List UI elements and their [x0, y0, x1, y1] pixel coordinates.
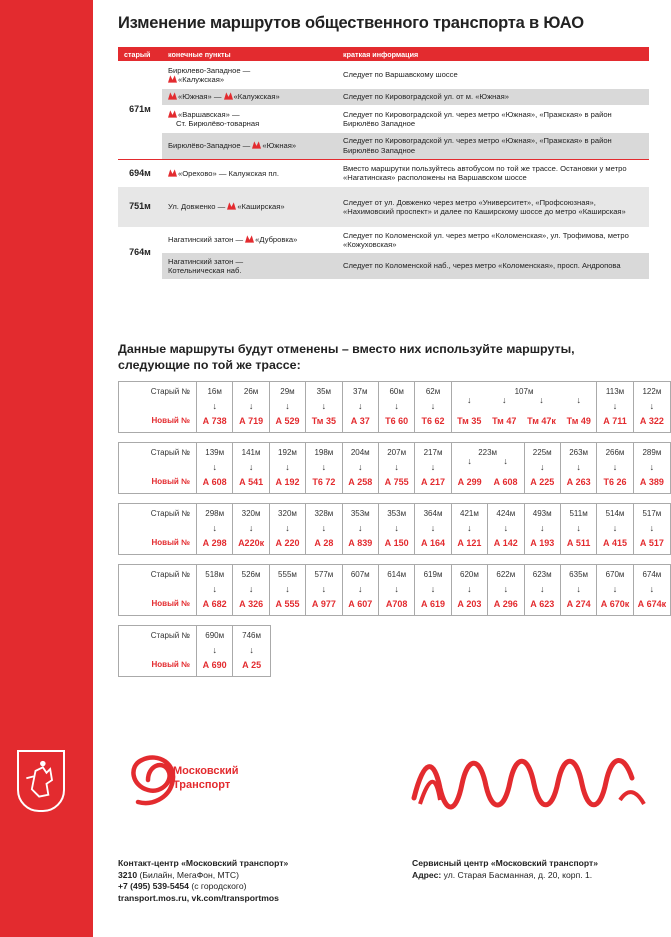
metro-icon	[224, 92, 233, 100]
arrow-down-icon: ↓	[212, 461, 217, 472]
route-cell	[597, 565, 633, 615]
terminal-text: Бирюлево-Западное —	[168, 65, 251, 75]
arrow-down-icon: ↓	[394, 522, 399, 533]
old-route: 526м	[241, 570, 261, 579]
route-cell	[197, 504, 233, 554]
new-route: А 607	[348, 599, 373, 609]
new-route: Тм 47к	[527, 416, 556, 426]
new-route: А 517	[639, 538, 664, 548]
new-route: А 28	[314, 538, 334, 548]
arrow-down-icon: ↓	[285, 522, 290, 533]
arrow-down-icon: ↓	[467, 456, 472, 466]
old-route: 113м	[605, 387, 625, 396]
arrow-down-icon: ↓	[576, 583, 581, 594]
old-route: 217м	[423, 448, 443, 457]
new-route: А 274	[566, 599, 591, 609]
terminal-text: Ст. Бирюлёво-товарная	[176, 119, 260, 128]
route-cell	[634, 504, 670, 554]
new-route: А 37	[350, 416, 370, 426]
route-cell	[525, 443, 561, 493]
route-cell	[270, 504, 306, 554]
new-route: А 711	[603, 416, 627, 426]
new-route: А220к	[238, 538, 265, 548]
arrow-down-icon: ↓	[394, 400, 399, 411]
arrow-down-icon: ↓	[649, 461, 655, 472]
arrow-down-icon: ↓	[612, 522, 618, 533]
new-route: А 682	[202, 599, 227, 609]
block-labels	[119, 443, 197, 493]
old-route: 223м	[478, 448, 498, 457]
old-route: 204м	[350, 448, 370, 457]
arrow-down-icon: ↓	[576, 395, 582, 405]
new-route: А 608	[493, 477, 518, 487]
metro-station: «Орехово» — Калужская пл.	[178, 168, 279, 178]
old-route: 35м	[316, 387, 332, 396]
old-number-label: Старый №	[150, 570, 190, 579]
old-route: 289м	[642, 448, 662, 457]
route-number: 694м	[118, 159, 162, 187]
route-cell	[306, 382, 342, 432]
old-route: 619м	[423, 570, 443, 579]
arrow-down-icon: ↓	[539, 461, 545, 472]
old-route: 517м	[642, 509, 662, 518]
arrow-down-icon: ↓	[612, 461, 618, 472]
new-route: А 225	[530, 477, 555, 487]
old-route: 298м	[205, 509, 225, 518]
old-route: 670м	[605, 570, 625, 579]
new-route: А 755	[384, 477, 409, 487]
route-cell	[452, 504, 488, 554]
old-route: 29м	[280, 387, 295, 396]
arrow-down-icon: ↓	[539, 522, 545, 533]
new-route: А 220	[275, 538, 300, 548]
header-terminals: конечные пункты	[162, 47, 337, 61]
old-number-label: Старый №	[150, 387, 190, 396]
arrow-down-icon: ↓	[467, 522, 472, 533]
contact-web-links[interactable]: transport.mos.ru, vk.com/transportmos	[118, 892, 279, 903]
new-number-label: Новый №	[151, 599, 190, 608]
new-route: А708	[385, 599, 408, 609]
metro-station: «Варшавская» —	[178, 109, 240, 119]
arrow-down-icon: ↓	[649, 583, 655, 594]
service-title: Сервисный центр «Московский транспорт»	[412, 858, 599, 868]
arrow-down-icon: ↓	[248, 400, 254, 411]
route-cell	[306, 504, 342, 554]
old-route: 26м	[243, 387, 259, 396]
new-number-label: Новый №	[151, 477, 190, 486]
metro-icon	[227, 202, 236, 210]
arrow-down-icon: ↓	[466, 395, 472, 405]
metro-station: «Южная»	[262, 141, 297, 150]
arrow-down-icon: ↓	[502, 395, 507, 405]
arrow-down-icon: ↓	[649, 522, 655, 533]
new-route: А 555	[275, 599, 300, 609]
route-changes-table	[118, 47, 649, 279]
terminal-text: Котельническая наб.	[168, 266, 242, 275]
block-labels	[119, 382, 197, 432]
metro-icon	[168, 110, 177, 118]
contact-phone-note: (с городского)	[188, 881, 247, 892]
new-route: А 217	[421, 477, 446, 487]
old-route: 192м	[278, 448, 297, 457]
new-route: А 121	[457, 538, 482, 548]
replacement-block	[118, 625, 271, 677]
block-labels	[119, 626, 197, 676]
replacement-block	[118, 381, 671, 433]
old-route: 16м	[207, 387, 222, 396]
arrow-down-icon: ↓	[248, 461, 254, 472]
arrow-down-icon: ↓	[285, 583, 290, 594]
new-route: А 203	[457, 599, 482, 609]
contact-short-number[interactable]: 3210	[118, 869, 138, 880]
old-route: 60м	[389, 387, 404, 396]
table-row	[118, 61, 649, 89]
route-cell	[561, 443, 597, 493]
metro-station: «Калужская»	[233, 92, 280, 102]
route-cell	[488, 565, 524, 615]
old-route: 266м	[605, 448, 625, 457]
table-row	[118, 227, 649, 253]
route-cell	[597, 382, 633, 432]
old-number-label: Старый №	[150, 631, 190, 640]
route-cell	[415, 443, 451, 493]
arrow-down-icon: ↓	[394, 461, 399, 472]
old-route: 107м	[514, 387, 534, 396]
route-cell	[197, 626, 233, 676]
route-cell-multi	[452, 443, 525, 493]
terminal-text: Ул. Довженко —	[168, 202, 226, 212]
route-info: Следует по Коломенской ул. через метро «Коломенская», ул. Трофимова, метро «Кожуховская»	[337, 227, 649, 253]
route-cell	[343, 565, 379, 615]
route-number: 764м	[118, 227, 162, 279]
table-row	[118, 133, 649, 159]
arrow-down-icon: ↓	[358, 400, 363, 411]
route-cell	[233, 565, 269, 615]
cancelled-routes-heading	[118, 341, 575, 374]
arrow-down-icon: ↓	[576, 461, 581, 472]
route-cell	[415, 565, 451, 615]
replacement-block	[118, 564, 671, 616]
wave-pattern-icon	[410, 748, 650, 818]
old-route: 674м	[642, 570, 662, 579]
route-cell	[233, 443, 269, 493]
arrow-down-icon: ↓	[358, 522, 363, 533]
route-cell	[197, 565, 233, 615]
old-route: 493м	[532, 509, 552, 518]
old-route: 622м	[496, 570, 516, 579]
old-route: 320м	[241, 509, 261, 518]
arrow-down-icon: ↓	[503, 456, 508, 466]
new-number-label: Новый №	[151, 660, 190, 669]
route-cell	[634, 443, 670, 493]
route-cell	[270, 382, 306, 432]
route-cell	[270, 565, 306, 615]
old-route: 514м	[605, 509, 625, 518]
old-route: 577м	[314, 570, 334, 579]
header-info: краткая информация	[337, 47, 649, 61]
old-route: 198м	[314, 448, 334, 457]
table-row	[118, 159, 649, 187]
replacement-block	[118, 503, 671, 555]
metro-station: «Калужская»	[178, 75, 225, 84]
new-route: А 258	[348, 477, 373, 487]
table-row	[118, 253, 649, 279]
terminal-text: Нагатинский затон —	[168, 235, 244, 245]
new-route: Т6 60	[385, 416, 409, 426]
block-labels	[119, 565, 197, 615]
contact-short-note: (Билайн, МегаФон, МТС)	[137, 869, 239, 880]
arrow-down-icon: ↓	[321, 400, 327, 411]
route-info: Следует по Варшавскому шоссе	[337, 61, 649, 89]
old-route: 421м	[460, 509, 479, 518]
arrow-down-icon: ↓	[358, 583, 363, 594]
new-route: А 738	[202, 416, 227, 426]
route-cell	[415, 382, 451, 432]
route-cell	[415, 504, 451, 554]
new-route: Тм 35	[457, 416, 482, 426]
new-route: А 977	[311, 599, 336, 609]
route-cell	[561, 504, 597, 554]
logo-line-1: Московский	[173, 765, 239, 777]
route-cell	[634, 565, 670, 615]
arrow-down-icon: ↓	[503, 522, 509, 533]
route-info: Следует по Кировоградской ул. через метро «Южная», «Пражская» в район Бирюлёво Западное	[337, 133, 649, 159]
route-cell	[233, 382, 269, 432]
route-cell	[233, 504, 269, 554]
route-info: Следует по Кировоградской ул. от м. «Южная»	[337, 89, 649, 105]
service-center	[412, 858, 598, 881]
old-route: 320м	[278, 509, 297, 518]
logo-line-2: Транспорт	[173, 779, 231, 792]
new-route: Тм 35	[311, 416, 336, 426]
old-route: 511м	[569, 509, 588, 518]
old-route: 225м	[532, 448, 552, 457]
new-route: А 619	[421, 599, 446, 609]
arrow-down-icon: ↓	[358, 461, 363, 472]
route-cell	[488, 504, 524, 554]
new-route: А 298	[202, 538, 227, 548]
old-route: 364м	[423, 509, 443, 518]
route-cell	[197, 443, 233, 493]
route-number: 671м	[118, 61, 162, 159]
new-route: Т6 26	[603, 477, 627, 487]
route-cell	[379, 504, 415, 554]
new-route: А 296	[493, 599, 518, 609]
route-cell	[343, 504, 379, 554]
heading-line-1: Данные маршруты будут отменены – вместо них используйте маршруты,	[118, 342, 575, 356]
terminal-text: Бирюлёво-Западное —	[168, 141, 251, 150]
new-route: А 674к	[637, 599, 667, 609]
arrow-down-icon: ↓	[649, 400, 655, 411]
metro-icon	[168, 75, 177, 83]
metro-icon	[245, 235, 254, 243]
old-route: 62м	[425, 387, 441, 396]
arrow-down-icon: ↓	[430, 461, 436, 472]
new-number-label: Новый №	[151, 538, 190, 547]
route-info: Следует от ул. Довженко через метро «Университет», «Профсоюзная», «Нахимовский проспект» и далее по Каширскому шоссе до метро «Каширская»	[337, 187, 649, 227]
new-route: А 150	[384, 538, 409, 548]
route-cell	[270, 443, 306, 493]
route-cell	[379, 382, 415, 432]
route-cell	[525, 504, 561, 554]
contact-center	[118, 858, 288, 904]
old-route: 263м	[569, 448, 589, 457]
route-cell	[597, 504, 633, 554]
old-route: 555м	[278, 570, 297, 579]
arrow-down-icon: ↓	[248, 583, 254, 594]
service-address-label: Адрес:	[412, 869, 442, 880]
new-route: А 263	[566, 477, 591, 487]
route-cell	[343, 382, 379, 432]
metro-icon	[252, 141, 261, 149]
route-cell	[379, 565, 415, 615]
route-info: Следует по Кировоградской ул. через метро «Южная», «Пражская» в район Бирюлёво Западное	[337, 105, 649, 133]
new-route: А 299	[457, 477, 482, 487]
old-route: 620м	[460, 570, 479, 579]
arrow-down-icon: ↓	[212, 522, 217, 533]
route-cell	[452, 565, 488, 615]
arrow-down-icon: ↓	[212, 644, 217, 655]
old-number-label: Старый №	[150, 448, 190, 457]
route-number: 751м	[118, 187, 162, 227]
arrow-down-icon: ↓	[467, 583, 472, 594]
arrow-down-icon: ↓	[285, 461, 290, 472]
old-route: 518м	[205, 570, 225, 579]
metro-icon	[168, 92, 177, 100]
arrow-down-icon: ↓	[394, 583, 399, 594]
route-info: Следует по Коломенской наб., через метро «Коломенская», просп. Андропова	[337, 253, 649, 279]
service-address: ул. Старая Басманная, д. 20, корп. 1.	[441, 869, 593, 880]
old-route: 746м	[242, 631, 262, 640]
route-cell	[233, 626, 269, 676]
old-route: 424м	[496, 509, 516, 518]
old-route: 635м	[569, 570, 589, 579]
old-route: 141м	[241, 448, 261, 457]
old-route: 607м	[350, 570, 370, 579]
arrow-down-icon: ↓	[212, 583, 217, 594]
replacement-block	[118, 442, 671, 494]
metro-icon	[168, 169, 177, 177]
table-row	[118, 187, 649, 227]
table-row	[118, 105, 649, 133]
old-route: 353м	[350, 509, 370, 518]
table-row	[118, 89, 649, 105]
old-route: 614м	[387, 570, 407, 579]
contact-phone[interactable]: +7 (495) 539-5454	[118, 881, 189, 892]
new-route: А 164	[421, 538, 446, 548]
page-title: Изменение маршрутов общественного транспорта в ЮАО	[118, 14, 584, 32]
metro-station: «Южная» —	[178, 92, 222, 102]
new-route: А 415	[602, 538, 627, 548]
new-route: А 25	[242, 660, 262, 670]
arrow-down-icon: ↓	[612, 583, 618, 594]
arrow-down-icon: ↓	[430, 522, 436, 533]
moscow-coat-of-arms-icon	[17, 750, 65, 812]
old-number-label: Старый №	[150, 509, 190, 518]
old-route: 353м	[387, 509, 407, 518]
route-cell-multi	[452, 382, 598, 432]
arrow-down-icon: ↓	[430, 583, 436, 594]
new-number-label: Новый №	[151, 416, 190, 425]
arrow-down-icon: ↓	[539, 583, 545, 594]
route-cell	[379, 443, 415, 493]
route-cell	[197, 382, 233, 432]
new-route: А 511	[566, 538, 591, 548]
arrow-down-icon: ↓	[503, 583, 509, 594]
old-route: 207м	[387, 448, 407, 457]
new-route: А 193	[530, 538, 555, 548]
arrow-down-icon: ↓	[212, 400, 217, 411]
new-route: А 326	[239, 599, 264, 609]
old-route: 37м	[353, 387, 368, 396]
new-route: А 541	[239, 477, 264, 487]
logo-text	[173, 764, 239, 793]
new-route: А 142	[493, 538, 518, 548]
arrow-down-icon: ↓	[249, 644, 254, 655]
heading-line-2: следующие по той же трассе:	[118, 358, 301, 373]
route-cell	[525, 565, 561, 615]
route-cell	[343, 443, 379, 493]
new-route: А 623	[530, 599, 555, 609]
arrow-down-icon: ↓	[612, 400, 618, 411]
header-old: старый	[118, 47, 162, 61]
arrow-down-icon: ↓	[321, 583, 327, 594]
new-route: А 839	[348, 538, 373, 548]
arrow-down-icon: ↓	[321, 461, 327, 472]
new-route: Т6 72	[312, 477, 336, 487]
new-route: Т6 62	[421, 416, 445, 426]
route-cell	[561, 565, 597, 615]
arrow-down-icon: ↓	[248, 522, 254, 533]
arrow-down-icon: ↓	[539, 395, 544, 405]
new-route: Тм 49	[566, 416, 591, 426]
new-route: А 389	[639, 477, 664, 487]
arrow-down-icon: ↓	[285, 400, 290, 411]
block-labels	[119, 504, 197, 554]
route-cell	[306, 565, 342, 615]
new-route: А 192	[275, 477, 300, 487]
metro-station: «Каширская»	[237, 202, 285, 212]
old-route: 328м	[314, 509, 334, 518]
old-route: 139м	[205, 448, 225, 457]
new-route: А 322	[639, 416, 664, 426]
route-cell	[597, 443, 633, 493]
terminal-text: Нагатинский затон —	[168, 256, 244, 266]
new-route: А 608	[202, 477, 227, 487]
route-cell	[634, 382, 670, 432]
old-route: 623м	[532, 570, 552, 579]
arrow-down-icon: ↓	[321, 522, 327, 533]
old-route: 122м	[642, 387, 662, 396]
route-info: Вместо маршрутки пользуйтесь автобусом по той же трассе. Остановки у метро «Нагатинская» расположены на Варшавском шоссе	[337, 159, 649, 187]
arrow-down-icon: ↓	[430, 400, 436, 411]
route-cell	[306, 443, 342, 493]
old-route: 690м	[205, 631, 225, 640]
new-route: А 529	[275, 416, 300, 426]
new-route: А 670к	[600, 599, 630, 609]
new-route: А 719	[239, 416, 264, 426]
new-route: Тм 47	[492, 416, 517, 426]
contact-title: Контакт-центр «Московский транспорт»	[118, 858, 289, 868]
metro-station: «Дубровка»	[255, 235, 298, 245]
arrow-down-icon: ↓	[576, 522, 581, 533]
new-route: А 690	[202, 660, 227, 670]
